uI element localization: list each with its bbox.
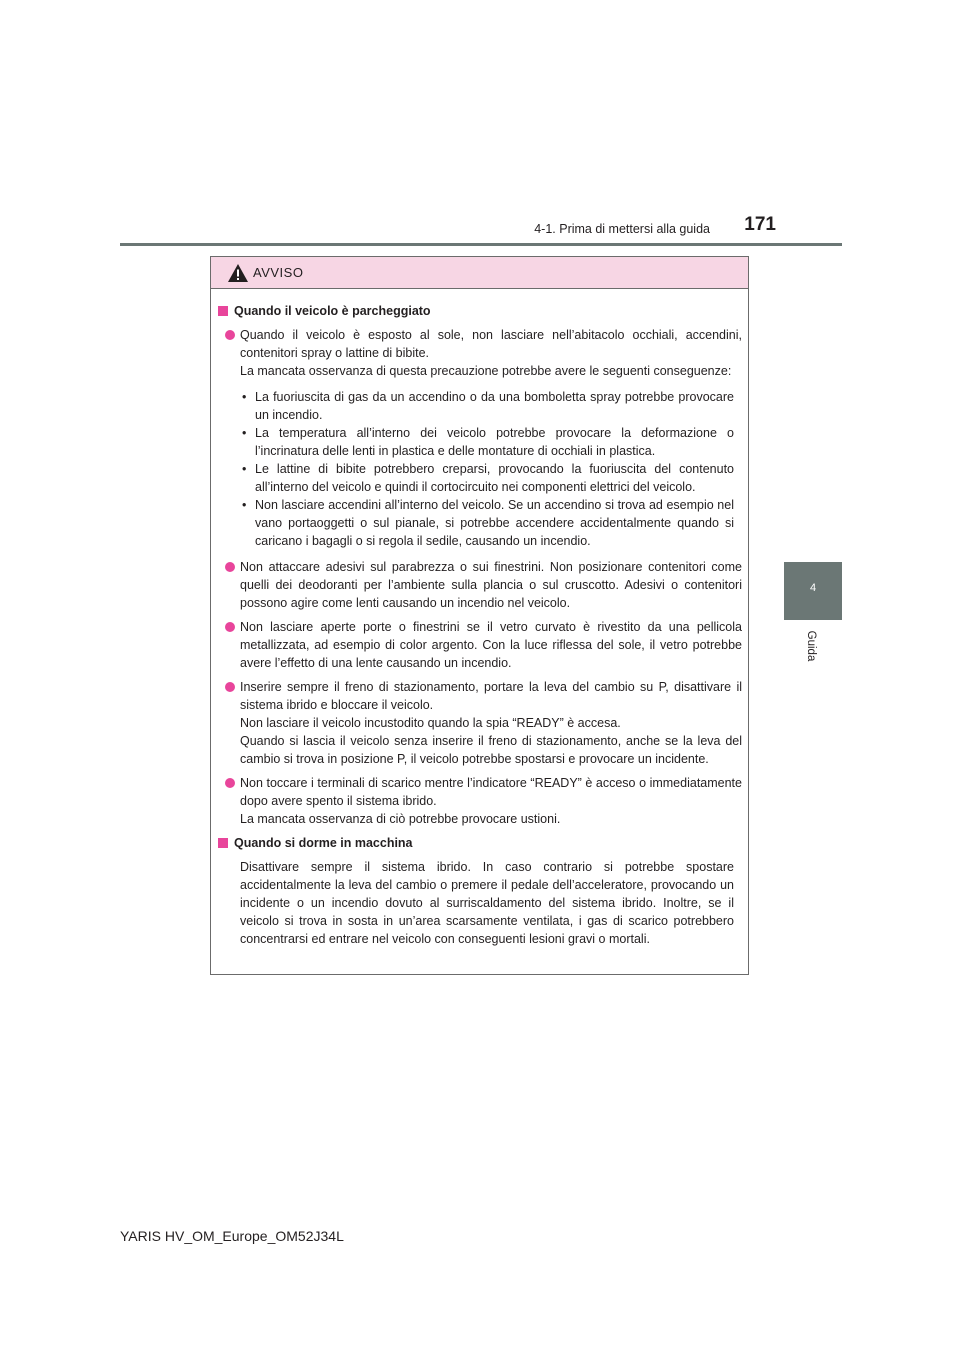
round-marker-icon — [225, 682, 235, 692]
item-line: Inserire sempre il freno di stazionamento, portare la leva del cambio su P, disattivare il sistema ibrido e bloccare il veicolo. — [240, 680, 742, 712]
warning-item — [218, 774, 742, 828]
warning-title: AVVISO — [253, 265, 304, 280]
warning-item-text — [240, 618, 742, 672]
item-line: Non attaccare adesivi sul parabrezza o sui finestrini. Non posizionare contenitori come quelli dei deodoranti per l’ambiente sulla plancia o sul cruscotto. Adesivi o contenitori possono agire come lenti causando un incendio nel veicolo. — [240, 560, 742, 610]
square-marker-icon — [218, 838, 228, 848]
header-section-title: 4-1. Prima di mettersi alla guida — [534, 222, 710, 236]
consequence-item: • La temperatura all’interno dei veicolo potrebbe provocare la deformazione o l’incrinatura delle lenti in plastica e delle montature di occhiali in plastica. — [240, 424, 734, 460]
section-heading-text: Quando si dorme in macchina — [234, 836, 413, 850]
sleeping-paragraph: Disattivare sempre il sistema ibrido. In caso contrario si potrebbe spostare accidentalmente la leva del cambio o premere il pedale dell’acceleratore, provocando un incidente o un incendio dovuto al surriscaldamento del sistema ibrido. Inoltre, se il veicolo si trova in sosta in un’area scarsamente ventilata, i gas di scarico potrebbero concentrarsi ed entrare nel veicolo con conseguenti lesioni gravi o mortali. — [240, 860, 734, 946]
section-heading-parked — [218, 302, 742, 320]
item-line: Non lasciare il veicolo incustodito quando la spia “READY” è accesa. — [240, 716, 621, 730]
warning-item — [218, 326, 742, 552]
warning-triangle-icon — [227, 263, 249, 283]
chapter-tab-label-text: Guida — [805, 630, 817, 662]
chapter-tab — [784, 562, 842, 620]
chapter-tab-number: 4 — [809, 582, 817, 594]
chapter-tab-label — [787, 624, 835, 668]
warning-item-text — [240, 558, 742, 612]
header-rule — [120, 243, 842, 246]
square-marker-icon — [218, 306, 228, 316]
warning-item — [218, 618, 742, 672]
item-line: Non toccare i terminali di scarico mentre l’indicatore “READY” è acceso o immediatamente dopo avere spento il sistema ibrido. — [240, 776, 742, 808]
warning-body — [211, 289, 748, 948]
warning-item — [218, 678, 742, 768]
round-marker-icon — [225, 622, 235, 632]
round-marker-icon — [225, 330, 235, 340]
warning-header — [211, 257, 748, 289]
warning-item-text — [240, 326, 742, 552]
document-code: YARIS HV_OM_Europe_OM52J34L — [120, 1228, 344, 1244]
consequence-item: • Le lattine di bibite potrebbero creparsi, provocando la fuoriuscita del contenuto all’interno del veicolo e quindi il cortocircuito nei componenti elettrici del veicolo. — [240, 460, 734, 496]
item-line: La mancata osservanza di questa precauzione potrebbe avere le seguenti conseguenze: — [240, 364, 732, 378]
section-heading-text: Quando il veicolo è parcheggiato — [234, 304, 431, 318]
consequence-item: • La fuoriuscita di gas da un accendino o da una bomboletta spray potrebbe provocare un incendio. — [240, 388, 734, 424]
item-line: Quando si lascia il veicolo senza inserire il freno di stazionamento, anche se la leva del cambio si trova in posizione P, il veicolo potrebbe spostarsi e provocare un incidente. — [240, 734, 742, 766]
round-marker-icon — [225, 778, 235, 788]
warning-item-text — [240, 774, 742, 828]
item-line: Quando il veicolo è esposto al sole, non lasciare nell’abitacolo occhiali, accendini, contenitori spray o lattine di bibite. — [240, 328, 742, 360]
section-heading-sleeping — [218, 834, 742, 852]
warning-box — [210, 256, 749, 975]
warning-item-text — [240, 678, 742, 768]
item-line: La mancata osservanza di ciò potrebbe provocare ustioni. — [240, 812, 561, 826]
consequence-item: • Non lasciare accendini all’interno del veicolo. Se un accendino si trova ad esempio nel vano portaoggetti o sul pianale, si potrebbe accendere accidentalmente quando si caricano i bagagli o si regola il sedile, causando un incendio. — [240, 496, 734, 550]
consequence-list — [240, 388, 742, 550]
warning-item — [218, 558, 742, 612]
item-line: Non lasciare aperte porte o finestrini se il vetro curvato è rivestito da una pellicola metallizzata, ad esempio di color argento. Con la luce riflessa del sole, il vetro potrebbe avere l’effetto di una lente causando un incendio. — [240, 620, 742, 670]
page-number: 171 — [744, 214, 776, 235]
round-marker-icon — [225, 562, 235, 572]
